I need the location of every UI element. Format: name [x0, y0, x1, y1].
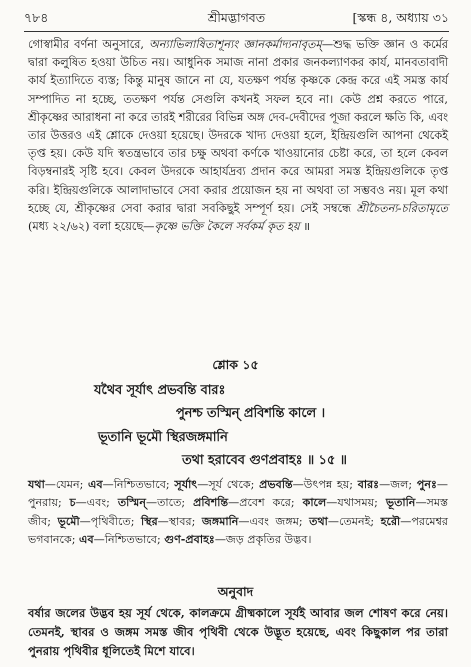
synonym-word: এব: [79, 533, 94, 547]
purport-verse-quote: অন্যাভিলাষিতাশূন্যং জ্ঞানকর্মাদ্যনাবৃতম্: [149, 38, 322, 51]
synonym-word: স্থির: [141, 514, 158, 528]
synonym-entry: [259, 478, 358, 491]
synonym-word: কালে: [302, 496, 327, 510]
purport-reference-lead: বলা হয়েছে—: [93, 220, 155, 234]
synonym-entry: [309, 515, 381, 528]
verse-heading: শ্লোক ১৫: [212, 357, 259, 372]
purport-end-mark: ॥: [299, 220, 310, 234]
synonym-meaning: —উৎপন্ন হয়;: [292, 478, 358, 491]
verse-line-1: যথৈব সূর্যাৎ প্রভবন্তি বারঃ: [94, 383, 226, 398]
synonym-word: চ: [69, 496, 76, 510]
synonym-meaning: —জড় প্রকৃতির উদ্ভব।: [214, 533, 312, 547]
synonym-word: ভূতানি: [385, 496, 416, 510]
synonym-word: প্রবিশন্তি: [193, 496, 229, 510]
synonym-meaning: —পরমেশ্বর ভগবানকে;: [28, 514, 448, 547]
translation-text: বর্ষার জলের উদ্ভব হয় সূর্য থেকে, কালক্রমে গ্রীষ্মকালে সূর্যই আবার জল শোষণ করে নেয়। তেমনই, স্থাবর ও জঙ্গম সমস্ত জীব পৃথিবী থেকে উদ্ভূত হয়েছে, এবং কিছুকাল পর তারা পুনরায় পৃথিবীর ধূলিতেই মিশে যাবে।: [28, 606, 448, 658]
synonym-word: তথা: [309, 514, 328, 528]
synonym-meaning: —এবং জঙ্গম;: [238, 514, 310, 528]
synonym-entry: [70, 496, 118, 509]
page-number: ৭৮৪: [24, 10, 49, 25]
synonym-entry: [28, 478, 88, 491]
synonym-word: যথা: [28, 478, 45, 491]
synonym-entry: [164, 533, 311, 546]
verse-line-2: পুনশ্চ তস্মিন্ প্রবিশন্তি কালে ।: [176, 406, 326, 421]
synonym-word: প্রভবন্তি: [259, 478, 293, 491]
book-title: শ্রীমদ্ভাগবত: [207, 10, 266, 25]
synonym-entry: [58, 515, 141, 528]
synonym-entry: [141, 515, 202, 528]
synonym-entry: [358, 478, 417, 491]
synonym-entry: [118, 496, 193, 509]
synonym-word: তস্মিন্: [117, 496, 146, 510]
synonym-meaning: —প্রবেশ করে;: [228, 496, 303, 510]
synonym-meaning: —তাতে;: [146, 496, 194, 510]
synonym-meaning: —সূর্য থেকে;: [197, 478, 260, 491]
translation-heading: অনুবাদ: [217, 584, 254, 599]
purport-body: —শুদ্ধ ভক্তি জ্ঞান ও কর্মের দ্বারা কলুষিত হওয়া উচিত নয়। আধুনিক সমাজ নানা প্রকার জনকল্যাণকর কার্য, মানবতাবাদী কার্য ইত্যাদিতে ব্যস্ত; কিন্তু মানুষ জানে না যে, যতক্ষণ পর্যন্ত কৃষ্ণকে কেন্দ্র করে এই সমস্ত কার্য সম্পাদিত না হচ্ছে, ততক্ষণ পর্যন্ত সেগুলি কখনই সফল হবে না। কেউ প্রশ্ন করতে পারে, শ্রীকৃষ্ণের আরাধনা না করে তারই শরীরের বিভিন্ন অঙ্গ দেব-দেবীদের পূজা করলে ক্ষতি কি, এবং তার উত্তরও এই শ্লোকে দেওয়া হয়েছে। উদরকে খাদ্য দেওয়া হলে, ইন্দ্রিয়গুলি আপনা থেকেই তৃপ্ত হয়। কেউ যদি স্বতন্ত্রভাবে তার চক্ষু অথবা কর্ণকে খাওয়ানোর চেষ্টা করে, তা হলে কেবল বিড়ম্বনারই সৃষ্টি হবে। কেবল উদরকে আহার্যদ্রব্য প্রদান করে আমরা সমস্ত ইন্দ্রিয়গুলিকে তৃপ্ত করি। ইন্দ্রিয়গুলিকে আলাদাভাবে সেবা করার প্রয়োজন হয় না অথবা তা সম্ভবও নয়। মূল কথা হচ্ছে যে, শ্রীকৃষ্ণের সেবা করার দ্বারা সবকিছুই সম্পূর্ণ হয়। সেই সম্বন্ধে: [28, 38, 448, 215]
purport-intro: গোস্বামীর বর্ণনা অনুসারে,: [28, 38, 150, 51]
word-meanings: [28, 476, 448, 550]
purport-scripture-reference: শ্রীচৈতন্য-চরিতামৃতে: [356, 201, 448, 215]
synonym-entry: [193, 496, 302, 509]
synonym-meaning: —নিশ্চিতভাবে;: [102, 478, 175, 491]
synonym-word: গুণ-প্রবাহঃ: [164, 533, 215, 547]
synonym-word: ভূমৌ: [57, 514, 80, 528]
synonym-entry: [79, 533, 164, 546]
synonym-meaning: —জল;: [379, 478, 417, 491]
synonym-entry: [174, 478, 259, 491]
synonym-meaning: —নিশ্চিতভাবে;: [93, 533, 165, 547]
purport-paragraph: [28, 36, 448, 236]
purport-closing-quote: কৃষ্ণে ভক্তি কৈলে সর্বকর্ম কৃত হয়: [154, 220, 300, 234]
synonym-meaning: —যথাসময়;: [326, 496, 386, 510]
synonym-word: জঙ্গমানি: [201, 514, 239, 528]
synonym-word: হরৌ: [380, 514, 401, 528]
purport-reference-location: (মধ্য ২২/৬২): [28, 220, 94, 234]
verse-line-3: ভূতানি ভূমৌ স্থিরজঙ্গমানি: [98, 430, 228, 445]
header-divider: [24, 31, 449, 32]
synonym-word: পুনঃ: [416, 478, 437, 491]
synonym-meaning: —সমস্ত জীব;: [28, 496, 448, 528]
synonym-meaning: —পুনরায়;: [28, 478, 449, 510]
synonym-entry: [88, 478, 174, 491]
verse-line-4: তথা হরাবেব গুণপ্রবাহঃ ॥ ১৫ ॥: [182, 453, 347, 468]
synonym-meaning: —তেমনই;: [327, 514, 381, 528]
section-reference: [স্কন্ধ ৪, অধ্যায় ৩১: [352, 10, 449, 25]
synonym-word: এব: [88, 478, 103, 491]
synonym-entry: [202, 515, 309, 528]
synonym-meaning: —এবং;: [75, 496, 118, 510]
synonym-meaning: —স্থাবর;: [157, 514, 202, 528]
synonym-word: বারঃ: [357, 478, 380, 491]
synonym-meaning: —যেমন;: [44, 478, 88, 491]
synonym-word: সূর্যাৎ: [174, 478, 198, 491]
synonym-meaning: —পৃথিবীতে;: [79, 514, 142, 528]
synonym-entry: [303, 496, 386, 509]
page-header: [24, 10, 449, 30]
purport-text: [28, 36, 448, 236]
